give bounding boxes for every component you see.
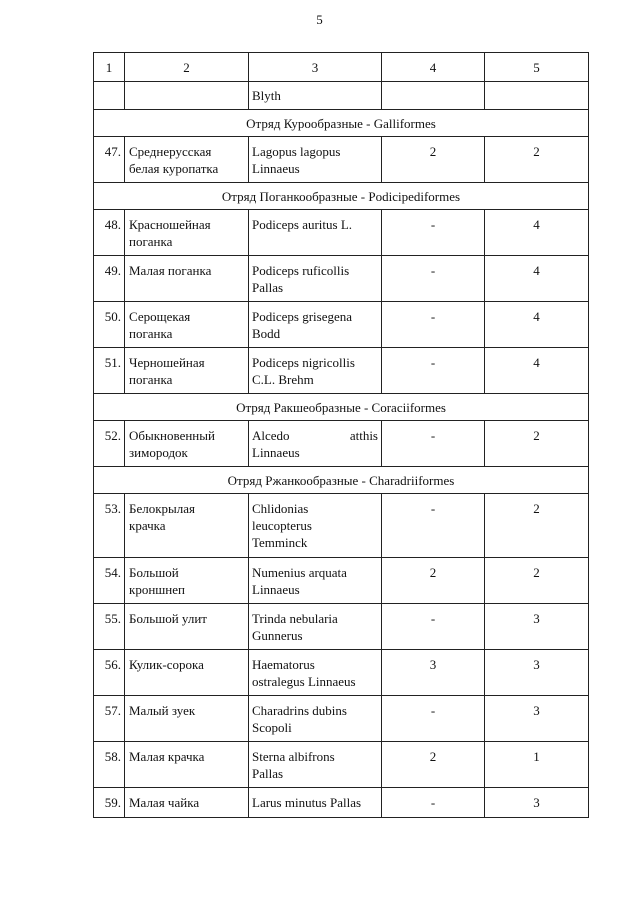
common-name-cell: Малая поганка <box>125 256 249 302</box>
col5-value: 1 <box>485 742 589 788</box>
table-row <box>94 696 589 742</box>
table-row <box>94 302 589 348</box>
latin-name-cell: Sterna albifrons Pallas <box>249 742 382 788</box>
table-row <box>94 137 589 183</box>
common-name-cell: Серощекая поганка <box>125 302 249 348</box>
col5-value: 2 <box>485 494 589 558</box>
common-name-cell: Обыкновенный зимородок <box>125 421 249 467</box>
row-number: 48. <box>94 210 125 256</box>
latin-name-cell: Blyth <box>249 82 382 110</box>
table-row <box>94 348 589 394</box>
order-heading: Отряд Курообразные - Galliformes <box>94 110 589 137</box>
common-name-cell: Большой кроншнеп <box>125 558 249 604</box>
col4-value: - <box>382 696 485 742</box>
common-name-cell: Белокрылая крачка <box>125 494 249 558</box>
page-number: 5 <box>316 12 323 27</box>
col5-value: 2 <box>485 137 589 183</box>
col4-value: - <box>382 256 485 302</box>
col4-value: - <box>382 210 485 256</box>
latin-name-cell: Lagopus lagopus Linnaeus <box>249 137 382 183</box>
col4-value: - <box>382 788 485 818</box>
latin-name-cell: Haematorus ostralegus Linnaeus <box>249 650 382 696</box>
species-table <box>93 52 589 818</box>
row-number: 57. <box>94 696 125 742</box>
table-row <box>94 742 589 788</box>
latin-name-cell: Podiceps nigricollis C.L. Brehm <box>249 348 382 394</box>
latin-name-cell: Alcedo atthis Linnaeus <box>249 421 382 467</box>
row-number: 52. <box>94 421 125 467</box>
header-row <box>94 53 589 82</box>
common-name-cell: Малая крачка <box>125 742 249 788</box>
latin-name-cell: Larus minutus Pallas <box>249 788 382 818</box>
common-name-cell: Малый зуек <box>125 696 249 742</box>
latin-name-cell: Trinda nebularia Gunnerus <box>249 604 382 650</box>
order-heading: Отряд Ржанкообразные - Charadriiformes <box>94 467 589 494</box>
col4-value: 3 <box>382 650 485 696</box>
row-number: 54. <box>94 558 125 604</box>
col5-value: 2 <box>485 558 589 604</box>
latin-name-cell: Podiceps grisegena Bodd <box>249 302 382 348</box>
col4-value: - <box>382 348 485 394</box>
table-row <box>94 421 589 467</box>
table-row <box>94 256 589 302</box>
col5-value: 2 <box>485 421 589 467</box>
header-cell: 2 <box>125 53 249 82</box>
latin-name-cell: Charadrins dubins Scopoli <box>249 696 382 742</box>
table-row <box>94 788 589 818</box>
row-number: 50. <box>94 302 125 348</box>
table-row <box>94 494 589 558</box>
row-number: 51. <box>94 348 125 394</box>
row-number: 56. <box>94 650 125 696</box>
table-row <box>94 82 589 110</box>
col4-value: 2 <box>382 742 485 788</box>
col5-value: 3 <box>485 650 589 696</box>
col5-value: 3 <box>485 788 589 818</box>
latin-name-cell: Numenius arquata Linnaeus <box>249 558 382 604</box>
common-name-cell: Среднерусская белая куропатка <box>125 137 249 183</box>
order-row <box>94 394 589 421</box>
latin-name-cell: Podiceps auritus L. <box>249 210 382 256</box>
row-number: 49. <box>94 256 125 302</box>
table-row <box>94 210 589 256</box>
col4-value: - <box>382 604 485 650</box>
col4-value: 2 <box>382 558 485 604</box>
col4-value: 2 <box>382 137 485 183</box>
order-row <box>94 183 589 210</box>
col5-value: 4 <box>485 302 589 348</box>
header-cell: 5 <box>485 53 589 82</box>
table-row <box>94 558 589 604</box>
row-number: 58. <box>94 742 125 788</box>
common-name-cell: Красношейная поганка <box>125 210 249 256</box>
col4-value: - <box>382 421 485 467</box>
row-number: 59. <box>94 788 125 818</box>
latin-name-cell: Chlidonias leucopterus Temminck <box>249 494 382 558</box>
common-name-cell: Большой улит <box>125 604 249 650</box>
order-heading: Отряд Поганкообразные - Podicipediformes <box>94 183 589 210</box>
col5-value: 4 <box>485 256 589 302</box>
row-number: 55. <box>94 604 125 650</box>
order-heading: Отряд Ракшеобразные - Coraciiformes <box>94 394 589 421</box>
col4-value: - <box>382 302 485 348</box>
header-cell: 1 <box>94 53 125 82</box>
col5-value: 3 <box>485 696 589 742</box>
col5-value: 4 <box>485 210 589 256</box>
order-row <box>94 110 589 137</box>
table-row <box>94 650 589 696</box>
header-cell: 4 <box>382 53 485 82</box>
row-number: 47. <box>94 137 125 183</box>
latin-name-cell: Podiceps ruficollis Pallas <box>249 256 382 302</box>
order-row <box>94 467 589 494</box>
col5-value: 3 <box>485 604 589 650</box>
common-name-cell: Малая чайка <box>125 788 249 818</box>
header-cell: 3 <box>249 53 382 82</box>
row-number: 53. <box>94 494 125 558</box>
col5-value: 4 <box>485 348 589 394</box>
common-name-cell: Кулик-сорока <box>125 650 249 696</box>
col4-value: - <box>382 494 485 558</box>
common-name-cell: Черношейная поганка <box>125 348 249 394</box>
table-row <box>94 604 589 650</box>
